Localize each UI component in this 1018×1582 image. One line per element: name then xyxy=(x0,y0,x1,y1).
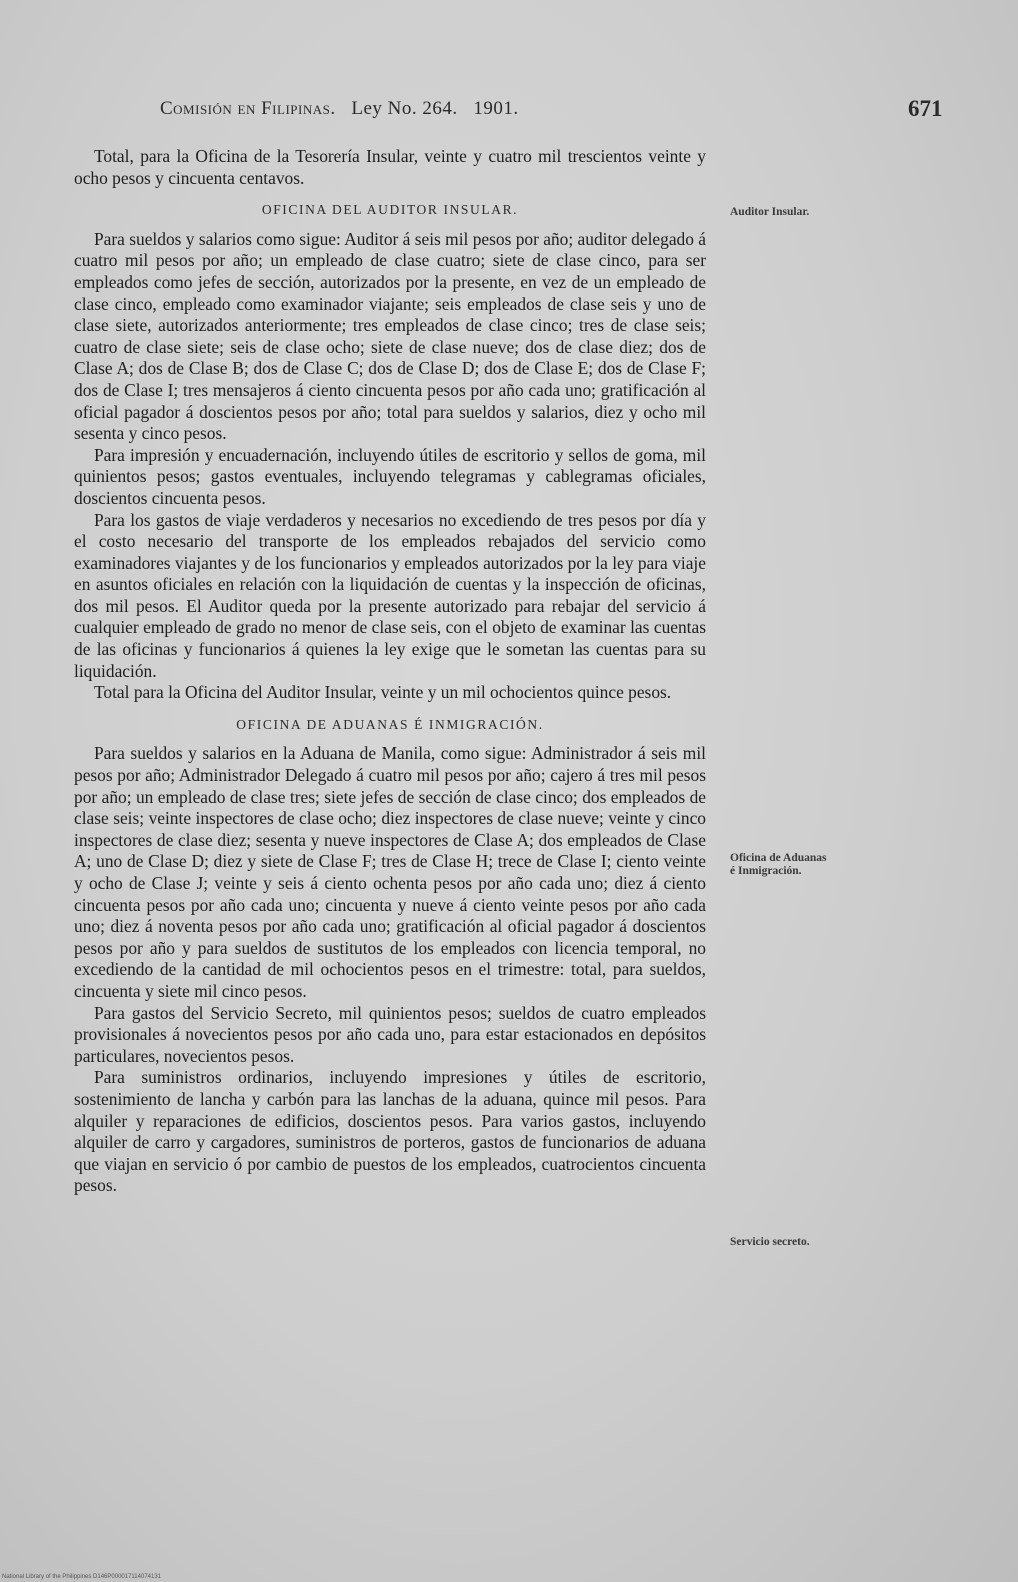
margin-note-auditor: Auditor Insular. xyxy=(730,206,810,218)
body-text xyxy=(74,146,706,1197)
auditor-salaries-paragraph: Para sueldos y salarios como sigue: Auditor á seis mil pesos por año; auditor delegado á cuatro mil pesos por año; un empleado de clase cuatro; siete de clase cinco, para ser empleados como jefes de sección, autorizados por la presente, en vez de un empleado de clase cinco, empleado como examinador viajante; seis empleados de clase seis y uno de clase siete, autorizados anteriormente; tres empleados de clase cinco; tres de clase seis; cuatro de clase siete; seis de clase ocho; siete de clase nueve; dos de clase diez; dos de Clase A; dos de Clase B; dos de Clase C; dos de Clase D; dos de Clase E; dos de Clase F; dos de Clase I; tres mensajeros á ciento cincuenta pesos por año cada uno; gratificación al oficial pagador á doscientos pesos por año; total para sueldos y salarios, diez y ocho mil sesenta y cinco pesos. xyxy=(74,228,706,444)
auditor-travel-paragraph: Para los gastos de viaje verdaderos y necesarios no excediendo de tres pesos por día y el costo necesario del transporte de los empleados rebajados del servicio como examinadores viajantes y de los funcionarios y empleados autorizados por la ley para viaje en asuntos oficiales en relación con la liquidación de cuentas y la inspección de oficinas, dos mil pesos. El Auditor queda por la presente autorizado para rebajar del servicio á cualquier empleado de grado no menor de clase seis, con el objeto de examinar las cuentas de las oficinas y funcionarios á quienes la ley exige que le sometan las cuentas para su liquidación. xyxy=(74,509,706,681)
treasury-total-paragraph: Total, para la Oficina de la Tesorería Insular, veinte y cuatro mil trescientos veinte y ocho pesos y cincuenta centavos. xyxy=(74,146,706,188)
margin-note-aduanas-line1: Oficina de Aduanas xyxy=(730,852,827,864)
page-number: 671 xyxy=(908,96,943,121)
margin-note-aduanas xyxy=(730,852,880,878)
header-title: Comisión en Filipinas. xyxy=(160,98,336,119)
header-year: 1901. xyxy=(473,98,519,119)
scan-footer: National Library of the Philippines D146P000017114074131 xyxy=(2,1574,162,1580)
section-heading-auditor: OFICINA DEL AUDITOR INSULAR. xyxy=(261,202,519,218)
auditor-total-paragraph: Total para la Oficina del Auditor Insular, veinte y un mil ochocientos quince pesos. xyxy=(94,682,672,703)
section-heading-customs: OFICINA DE ADUANAS É INMIGRACIÓN. xyxy=(236,716,544,732)
margin-note-aduanas-line2: é Inmigración. xyxy=(730,865,802,877)
customs-secret-service-paragraph: Para gastos del Servicio Secreto, mil quinientos pesos; sueldos de cuatro empleados provisionales á novecientos pesos por año cada uno, para estar estacionados en depósitos particulares, novecientos pesos. xyxy=(74,1002,706,1066)
margin-note-servicio: Servicio secreto. xyxy=(730,1236,810,1248)
customs-salaries-paragraph: Para sueldos y salarios en la Aduana de Manila, como sigue: Administrador á seis mil pesos por año; Administrador Delegado á cuatro mil pesos por año; cajero á tres mil pesos por año; un empleado de clase tres; siete jefes de sección de clase cinco; dos empleados de clase seis; veinte inspectores de clase ocho; diez inspectores de clase nueve; veinte y cinco inspectores de clase diez; sesenta y nueve inspectores de Clase A; dos empleados de Clase A; uno de Clase D; diez y siete de Clase F; tres de Clase H; trece de Clase I; ciento veinte y ocho de Clase J; veinte y seis á ciento ochenta pesos por año cada uno; diez á ciento cincuenta pesos por año cada uno; cincuenta y nueve á ciento veinte pesos por año cada uno; diez á noventa pesos por año cada uno; gratificación al oficial pagador á doscientos pesos por año y para sueldos de sustitutos de los empleados con licencia temporal, no excediendo de la cantidad de mil ochocientos pesos en el trimestre: total, para sueldos, cincuenta y siete mil cinco pesos. xyxy=(74,743,706,1001)
auditor-printing-paragraph: Para impresión y encuadernación, incluyendo útiles de escritorio y sellos de goma, mil quinientos pesos; gastos eventuales, incluyendo telegramas y cablegramas oficiales, doscientos cincuenta pesos. xyxy=(74,444,706,508)
header-law: Ley No. 264. xyxy=(351,98,458,119)
customs-supplies-paragraph: Para suministros ordinarios, incluyendo impresiones y útiles de escritorio, sostenimiento de lancha y carbón para las lanchas de la aduana, quince mil pesos. Para alquiler y reparaciones de edificios, doscientos pesos. Para varios gastos, incluyendo alquiler de carro y cargadores, suministros de porteros, gastos de funcionarios de aduana que viajan en servicio ó por cambio de puestos de los empleados, cuatrocientos cincuenta pesos. xyxy=(74,1067,706,1196)
running-header xyxy=(160,98,780,124)
